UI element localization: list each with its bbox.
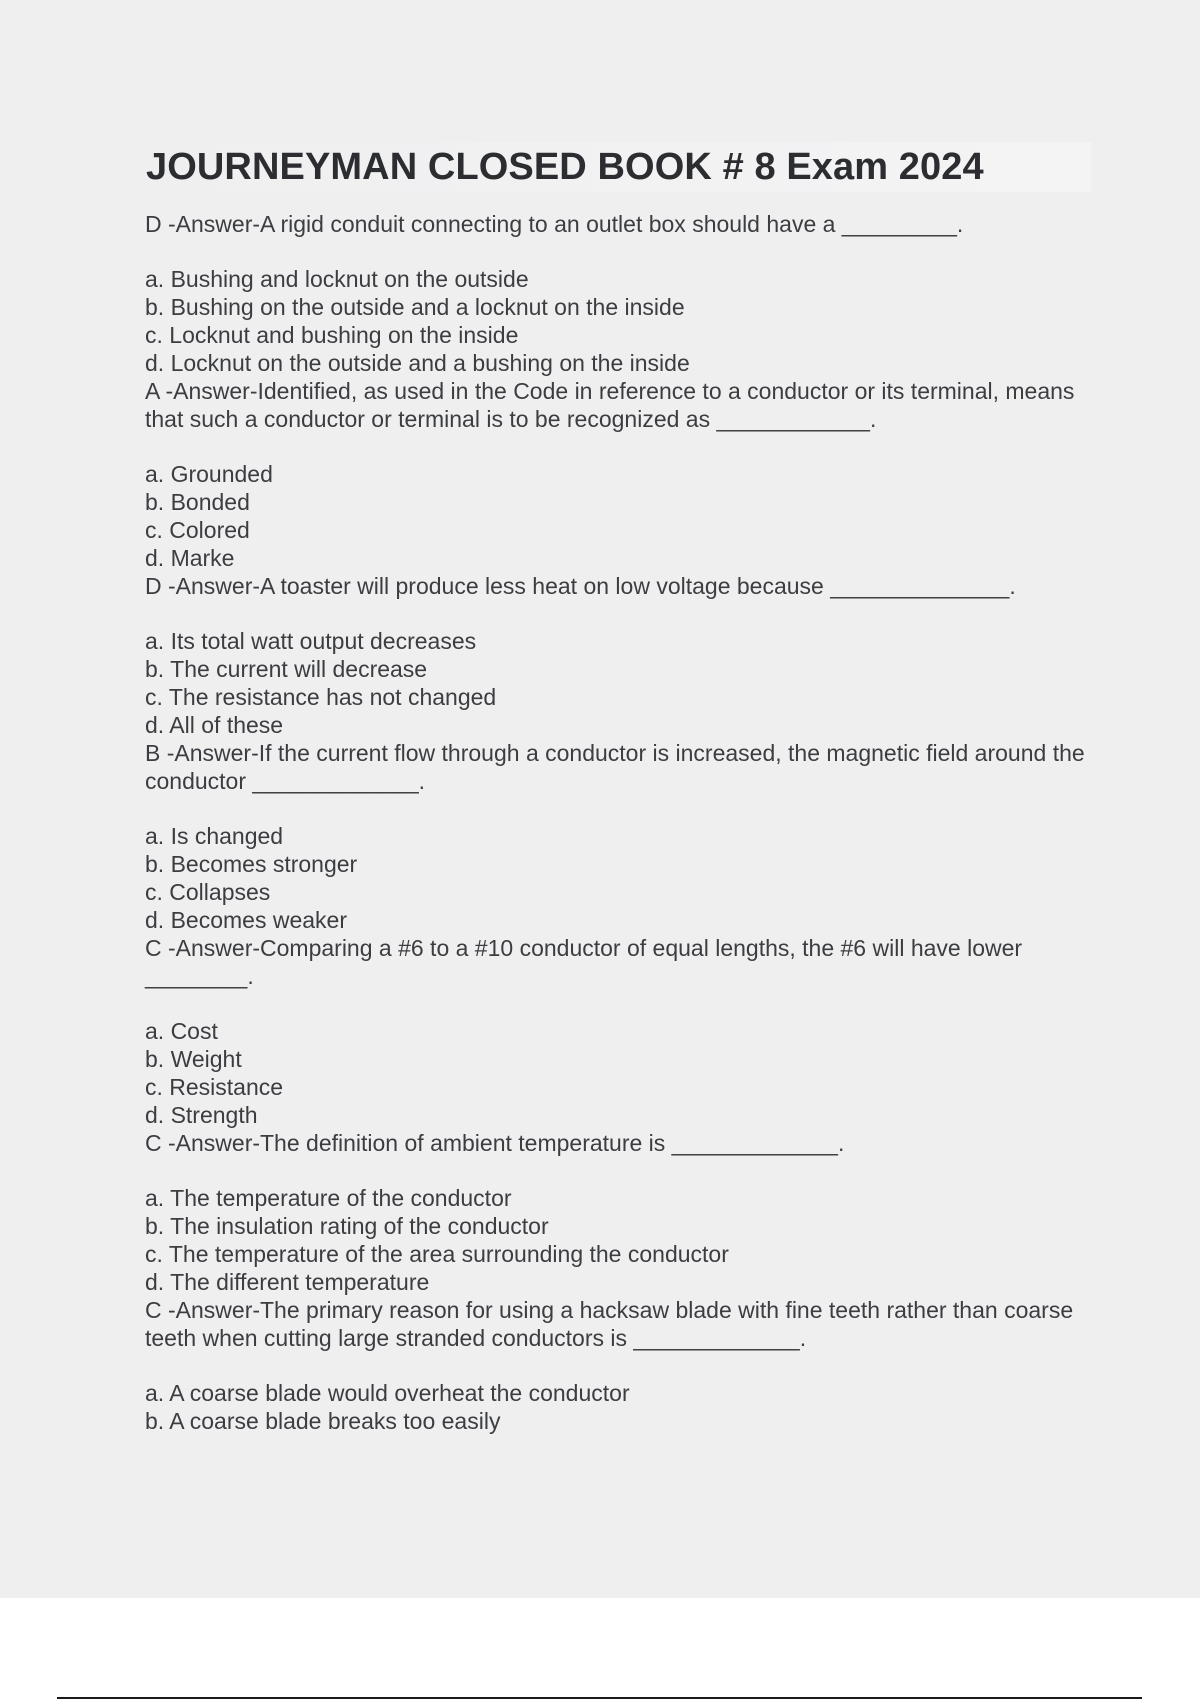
- answer-option: c. The resistance has not changed: [145, 684, 497, 710]
- question-text: B -Answer-If the current flow through a conductor is increased, the magnetic field around the conductor _____________.: [145, 740, 1085, 794]
- answer-option: b. A coarse blade breaks too easily: [145, 1408, 501, 1434]
- answer-option: b. Becomes stronger: [145, 851, 358, 877]
- answer-option: b. Bonded: [145, 489, 250, 515]
- answer-options: [145, 822, 1095, 934]
- answer-option: d. Becomes weaker: [145, 907, 347, 933]
- answer-option: d. The different temperature: [145, 1269, 430, 1295]
- question-block: [145, 934, 1095, 1129]
- answer-option: b. The insulation rating of the conductor: [145, 1213, 549, 1239]
- question-block: [145, 1129, 1095, 1296]
- question-text: A -Answer-Identified, as used in the Code in reference to a conductor or its terminal, means that such a conductor or terminal is to be recognized as ____________.: [145, 378, 1075, 432]
- answer-option: b. Bushing on the outside and a locknut on the inside: [145, 294, 685, 320]
- answer-option: a. The temperature of the conductor: [145, 1185, 512, 1211]
- answer-option: a. Bushing and locknut on the outside: [145, 266, 529, 292]
- question-text: C -Answer-Comparing a #6 to a #10 conductor of equal lengths, the #6 will have lower ________.: [145, 935, 1023, 989]
- answer-option: a. Cost: [145, 1018, 218, 1044]
- question-block: [145, 210, 1095, 377]
- footer-divider: [57, 1697, 1142, 1699]
- answer-option: a. Grounded: [145, 461, 273, 487]
- answer-option: c. Resistance: [145, 1074, 284, 1100]
- question-block: [145, 1296, 1095, 1435]
- answer-option: c. Locknut and bushing on the inside: [145, 322, 519, 348]
- answer-option: d. Locknut on the outside and a bushing on the inside: [145, 350, 690, 376]
- answer-option: c. The temperature of the area surrounding the conductor: [145, 1241, 729, 1267]
- question-block: [145, 739, 1095, 934]
- answer-options: [145, 627, 1095, 739]
- document-title: JOURNEYMAN CLOSED BOOK # 8 Exam 2024: [145, 142, 1091, 192]
- answer-options: [145, 1017, 1095, 1129]
- answer-option: b. Weight: [145, 1046, 242, 1072]
- question-text: C -Answer-The primary reason for using a hacksaw blade with fine teeth rather than coarse teeth when cutting large stranded conductors is _____________.: [145, 1297, 1074, 1351]
- question-block: [145, 377, 1095, 572]
- question-text: D -Answer-A rigid conduit connecting to an outlet box should have a _________.: [145, 211, 964, 237]
- answer-option: a. Its total watt output decreases: [145, 628, 477, 654]
- answer-option: c. Collapses: [145, 879, 271, 905]
- answer-options: [145, 1379, 1095, 1435]
- answer-options: [145, 460, 1095, 572]
- question-list: [145, 210, 1095, 1435]
- answer-option: a. Is changed: [145, 823, 284, 849]
- answer-option: d. Marke: [145, 545, 235, 571]
- answer-options: [145, 265, 1095, 377]
- question-block: [145, 572, 1095, 739]
- answer-option: c. Colored: [145, 517, 250, 543]
- answer-option: d. Strength: [145, 1102, 258, 1128]
- answer-option: a. A coarse blade would overheat the conductor: [145, 1380, 630, 1406]
- question-text: D -Answer-A toaster will produce less heat on low voltage because ______________.: [145, 573, 1016, 599]
- answer-option: d. All of these: [145, 712, 284, 738]
- document-content: [145, 142, 1095, 1435]
- answer-option: b. The current will decrease: [145, 656, 428, 682]
- question-text: C -Answer-The definition of ambient temperature is _____________.: [145, 1130, 845, 1156]
- answer-options: [145, 1184, 1095, 1296]
